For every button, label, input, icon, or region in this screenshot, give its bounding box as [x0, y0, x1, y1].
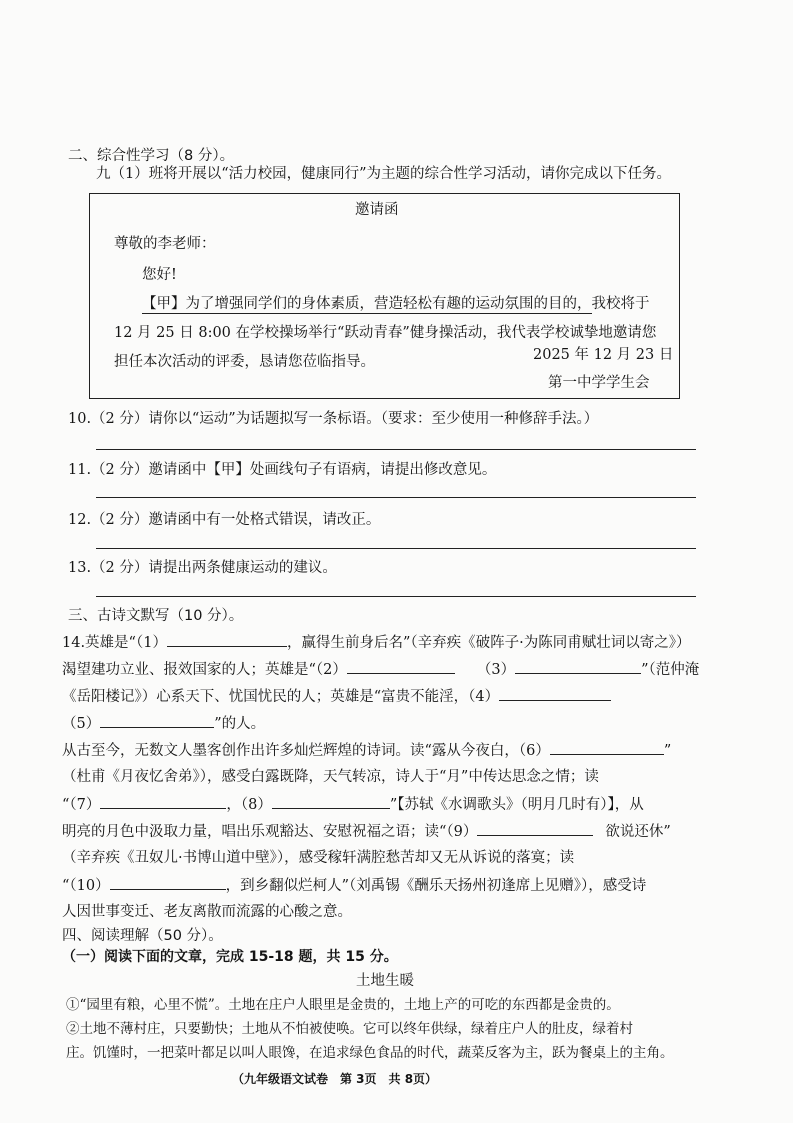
letter-line1-tail: 我校将于: [591, 296, 650, 312]
poem-line-2: [62, 659, 699, 680]
letter-salutation: 尊敬的李老师：: [114, 236, 216, 252]
letter-marker: 【甲】: [142, 296, 186, 312]
poem-line-1: [62, 632, 690, 653]
section-intro: 九（1）班将开展以“活力校园，健康同行”为主题的综合性学习活动，请你完成以下任务。: [96, 166, 672, 182]
article-paragraph-1: ①“园里有粮，心里不慌”。土地在庄户人眼里是金贵的，土地上产的可吃的东西都是金贵的。: [66, 997, 620, 1013]
text: 欲说还休”: [605, 824, 671, 840]
poem-line-7: [62, 794, 644, 815]
text: ”: [663, 743, 672, 759]
section-heading-4: 四、阅读理解（50 分）。: [62, 928, 223, 944]
text: “（10）: [62, 878, 110, 894]
text: （3）: [476, 662, 516, 678]
letter-greeting: 您好!: [142, 267, 177, 283]
letter-title: 邀请函: [355, 202, 399, 218]
blank-6[interactable]: [550, 740, 664, 755]
text: ，到乡翻似烂柯人”（刘禹锡《酬乐天扬州初逢席上见赠》），感受诗: [225, 878, 647, 894]
letter-date: 2025 年 12 月 23 日: [533, 347, 674, 363]
text: “（7）: [62, 797, 101, 813]
text: （5）: [62, 716, 101, 732]
poem-line-9: （辛弃疾《丑奴儿·书博山道中壁》），感受稼轩满腔愁苦却又无从诉说的落寞；读: [62, 850, 575, 866]
question-13: 13.（2 分）请提出两条健康运动的建议。: [68, 560, 337, 576]
text: 14.英雄是“（1）: [62, 635, 167, 651]
letter-line-3: 担任本次活动的评委，恳请您莅临指导。: [114, 354, 375, 370]
letter-line-1: [142, 294, 650, 314]
text: ”的人。: [214, 716, 266, 732]
article-paragraph-2a: ②土地不薄村庄，只要勤快；土地从不怕被使唤。它可以终年供绿，绿着庄户人的肚皮，绿着村: [66, 1021, 633, 1037]
question-12: 12.（2 分）邀请函中有一处格式错误，请改正。: [68, 512, 381, 528]
poem-line-10: [62, 875, 646, 896]
answer-line-10[interactable]: [96, 449, 696, 450]
text: ，（8）: [226, 797, 272, 813]
article-paragraph-2b: 庄。饥馑时，一把菜叶都足以叫人眼馋，在追求绿色食品的时代，蔬菜反客为主，跃为餐桌上的主角。: [66, 1045, 674, 1061]
answer-line-12[interactable]: [96, 548, 696, 549]
poem-line-5: [62, 740, 671, 761]
reading-instruction: （一）阅读下面的文章，完成 15-18 题，共 15 分。: [62, 949, 398, 965]
text: ”（范仲淹: [641, 662, 700, 678]
text: 从古至今，无数文人墨客创作出许多灿烂辉煌的诗词。读“露从今夜白，（6）: [62, 743, 550, 759]
blank-3[interactable]: [515, 659, 641, 674]
poem-line-6: （杜甫《月夜忆舍弟》），感受白露既降，天气转凉，诗人于“月”中传达思念之情；读: [62, 769, 599, 785]
poem-line-11: 人因世事变迁、老友离散而流露的心酸之意。: [62, 904, 352, 920]
poem-line-8: [62, 821, 671, 842]
letter-underlined-sentence: 为了增强同学们的身体素质，营造轻松有趣的运动氛围的目的，: [185, 296, 592, 312]
blank-5[interactable]: [100, 713, 214, 728]
section-heading-3: 三、古诗文默写（10 分）。: [68, 608, 244, 624]
page-footer: （九年级语文试卷 第 3页 共 8页）: [232, 1072, 438, 1086]
text: 《岳阳楼记》）心系天下、忧国忧民的人；英雄是“富贵不能淫，（4）: [62, 689, 500, 705]
section-heading-2: 二、综合性学习（8 分）。: [68, 148, 235, 164]
text: ，赢得生前身后名”（辛弃疾《破阵子·为陈同甫赋壮词以寄之》）: [286, 635, 691, 651]
poem-line-4: [62, 713, 265, 734]
blank-9[interactable]: [477, 821, 593, 836]
blank-4[interactable]: [499, 686, 611, 701]
letter-signer: 第一中学学生会: [548, 375, 650, 391]
blank-10[interactable]: [110, 875, 226, 890]
question-11: 11.（2 分）邀请函中【甲】处画线句子有语病，请提出修改意见。: [68, 462, 497, 478]
question-10: 10.（2 分）请你以“运动”为话题拟写一条标语。（要求：至少使用一种修辞手法。）: [68, 411, 599, 427]
answer-line-11[interactable]: [96, 497, 696, 498]
text: ”【苏轼《水调歌头》（明月几时有）】，从: [389, 797, 644, 813]
blank-8[interactable]: [272, 794, 390, 809]
blank-2[interactable]: [347, 659, 455, 674]
text: 明亮的月色中汲取力量，唱出乐观豁达、安慰祝福之语；读“（9）: [62, 824, 478, 840]
letter-line-2: 12 月 25 日 8:00 在学校操场举行“跃动青春”健身操活动，我代表学校诚挚地邀请您: [114, 325, 657, 341]
text: 渴望建功立业、报效国家的人；英雄是“（2）: [62, 662, 347, 678]
blank-7[interactable]: [100, 794, 226, 809]
article-title: 土地生暖: [356, 973, 414, 989]
answer-line-13[interactable]: [96, 596, 696, 597]
poem-line-3: [62, 686, 611, 707]
blank-1[interactable]: [167, 632, 287, 647]
